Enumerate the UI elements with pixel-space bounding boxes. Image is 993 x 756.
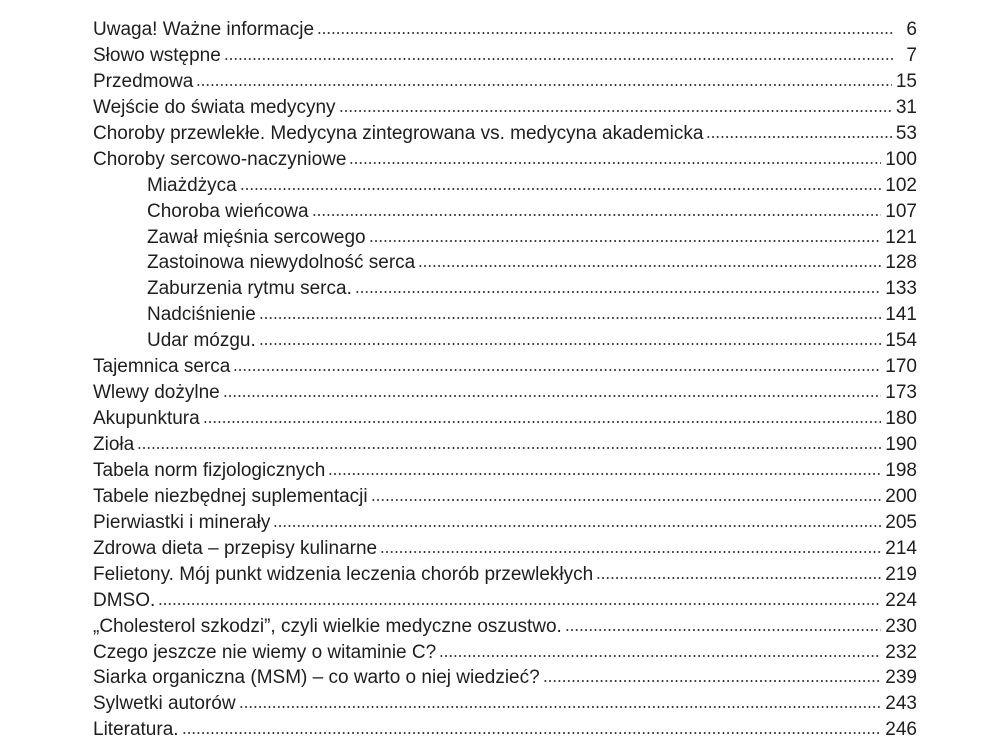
toc-page-number: 246 [885, 719, 917, 741]
toc-entry-title: Czego jeszcze nie wiemy o witaminie C? [93, 641, 437, 663]
toc-entry-title: Słowo wstępne [93, 44, 221, 66]
toc-page-number: 107 [885, 200, 917, 222]
toc-entry [93, 510, 917, 536]
toc-entry-title: Zawał mięśnia sercowego [147, 226, 366, 248]
dot-leader [328, 473, 881, 475]
toc-entry-title: Zioła [93, 434, 135, 455]
dot-leader [182, 732, 882, 734]
toc-page-number: 180 [885, 408, 917, 430]
dot-leader [224, 58, 895, 60]
dot-leader [565, 629, 881, 631]
toc-entry-title: Przedmowa [93, 70, 194, 92]
toc-entry-title: Akupunktura [93, 408, 200, 430]
dot-leader [259, 317, 882, 319]
toc-entry [93, 354, 917, 380]
toc-entry [93, 562, 917, 588]
toc-entry-title: Literatura. [93, 719, 179, 741]
toc-entry-title: Zaburzenia rytmu serca. [147, 278, 352, 300]
toc-page-number: 190 [885, 434, 917, 455]
dot-leader [239, 706, 882, 708]
toc-entry [93, 432, 917, 458]
dot-leader [233, 369, 881, 371]
toc-subentry [93, 250, 917, 276]
toc-entry [93, 380, 917, 406]
toc-entry [93, 717, 917, 743]
toc-entry-title: DMSO. [93, 589, 156, 611]
toc-page-number: 7 [906, 44, 917, 66]
toc-entry-title: Sylwetki autorów [93, 693, 236, 715]
toc-page-number: 6 [906, 19, 917, 40]
toc-entry-title: Zastoinowa niewydolność serca [147, 252, 416, 274]
toc-entry [93, 588, 917, 614]
toc-subentry [93, 225, 917, 251]
toc-subentry [93, 276, 917, 302]
toc-subentry [93, 173, 917, 199]
toc-page-number: 224 [885, 589, 917, 611]
toc-entry-title: Tajemnica serca [93, 356, 231, 378]
toc-entry [93, 406, 917, 432]
toc-entry [93, 665, 917, 691]
toc-page-number: 100 [885, 148, 917, 170]
toc-entry-title: Choroba wieńcowa [147, 200, 309, 222]
dot-leader [137, 447, 881, 449]
dot-leader [240, 188, 882, 190]
toc-entry-title: Choroby przewlekłe. Medycyna zintegrowana vs. medycyna akademicka [93, 122, 704, 144]
toc-page-number: 200 [885, 485, 917, 507]
dot-leader [706, 136, 891, 138]
dot-leader [273, 525, 881, 527]
toc-page-number: 170 [885, 356, 917, 378]
dot-leader [196, 84, 892, 86]
toc-entry-title: Felietony. Mój punkt widzenia leczenia chorób przewlekłych [93, 563, 594, 585]
toc-entry-title: „Cholesterol szkodzi”, czyli wielkie medyczne oszustwo. [93, 615, 562, 637]
toc-entry-title: Wlewy dożylne [93, 382, 220, 404]
toc-page-number: 239 [885, 667, 917, 689]
toc-subentry [93, 199, 917, 225]
dot-leader [418, 265, 881, 267]
toc-entry [93, 95, 917, 121]
toc-entry-title: Wejście do świata medycyny [93, 96, 336, 118]
toc-page-number: 53 [895, 122, 917, 144]
dot-leader [158, 603, 881, 605]
toc-page-number: 133 [885, 278, 917, 300]
toc-entry [93, 614, 917, 640]
toc-page-number: 173 [885, 382, 917, 404]
toc-entry [93, 17, 917, 43]
dot-leader [349, 162, 881, 164]
dot-leader [371, 499, 882, 501]
toc-entry [93, 43, 917, 69]
toc-subentry [93, 302, 917, 328]
toc-page-number: 205 [885, 511, 917, 533]
toc-entry-title: Choroby sercowo-naczyniowe [93, 148, 347, 170]
toc-entry [93, 536, 917, 562]
toc-page-number: 214 [885, 537, 917, 559]
dot-leader [223, 395, 882, 397]
dot-leader [355, 291, 881, 293]
table-of-contents [93, 17, 917, 743]
dot-leader [317, 32, 895, 34]
toc-page-number: 232 [885, 641, 917, 663]
dot-leader [596, 577, 881, 579]
dot-leader [439, 655, 881, 657]
dot-leader [312, 214, 882, 216]
toc-entry-title: Siarka organiczna (MSM) – co warto o niej wiedzieć? [93, 667, 540, 689]
toc-entry-title: Pierwiastki i minerały [93, 511, 271, 533]
toc-page-number: 198 [885, 459, 917, 481]
toc-page-number: 219 [885, 563, 917, 585]
dot-leader [339, 110, 892, 112]
toc-page-number: 141 [885, 304, 917, 326]
toc-entry [93, 691, 917, 717]
dot-leader [203, 421, 882, 423]
toc-entry-title: Tabela norm fizjologicznych [93, 459, 326, 481]
toc-entry-title: Uwaga! Ważne informacje [93, 19, 315, 40]
toc-entry [93, 640, 917, 666]
dot-leader [259, 343, 882, 345]
toc-entry [93, 147, 917, 173]
toc-page-number: 154 [885, 330, 917, 352]
toc-page-number: 230 [885, 615, 917, 637]
toc-page-number: 15 [895, 70, 917, 92]
toc-subentry [93, 328, 917, 354]
toc-page-number: 128 [885, 252, 917, 274]
toc-page-number: 243 [885, 693, 917, 715]
toc-entry-title: Zdrowa dieta – przepisy kulinarne [93, 537, 378, 559]
toc-entry-title: Udar mózgu. [147, 330, 256, 352]
toc-page-number: 31 [895, 96, 917, 118]
toc-entry-title: Tabele niezbędnej suplementacji [93, 485, 368, 507]
toc-entry [93, 121, 917, 147]
toc-entry [93, 69, 917, 95]
dot-leader [543, 680, 882, 682]
dot-leader [380, 551, 881, 553]
toc-page-number: 121 [885, 226, 917, 248]
toc-entry [93, 484, 917, 510]
toc-entry [93, 458, 917, 484]
dot-leader [369, 240, 882, 242]
toc-page-number: 102 [885, 174, 917, 196]
toc-entry-title: Nadciśnienie [147, 304, 256, 326]
toc-entry-title: Miażdżyca [147, 174, 237, 196]
